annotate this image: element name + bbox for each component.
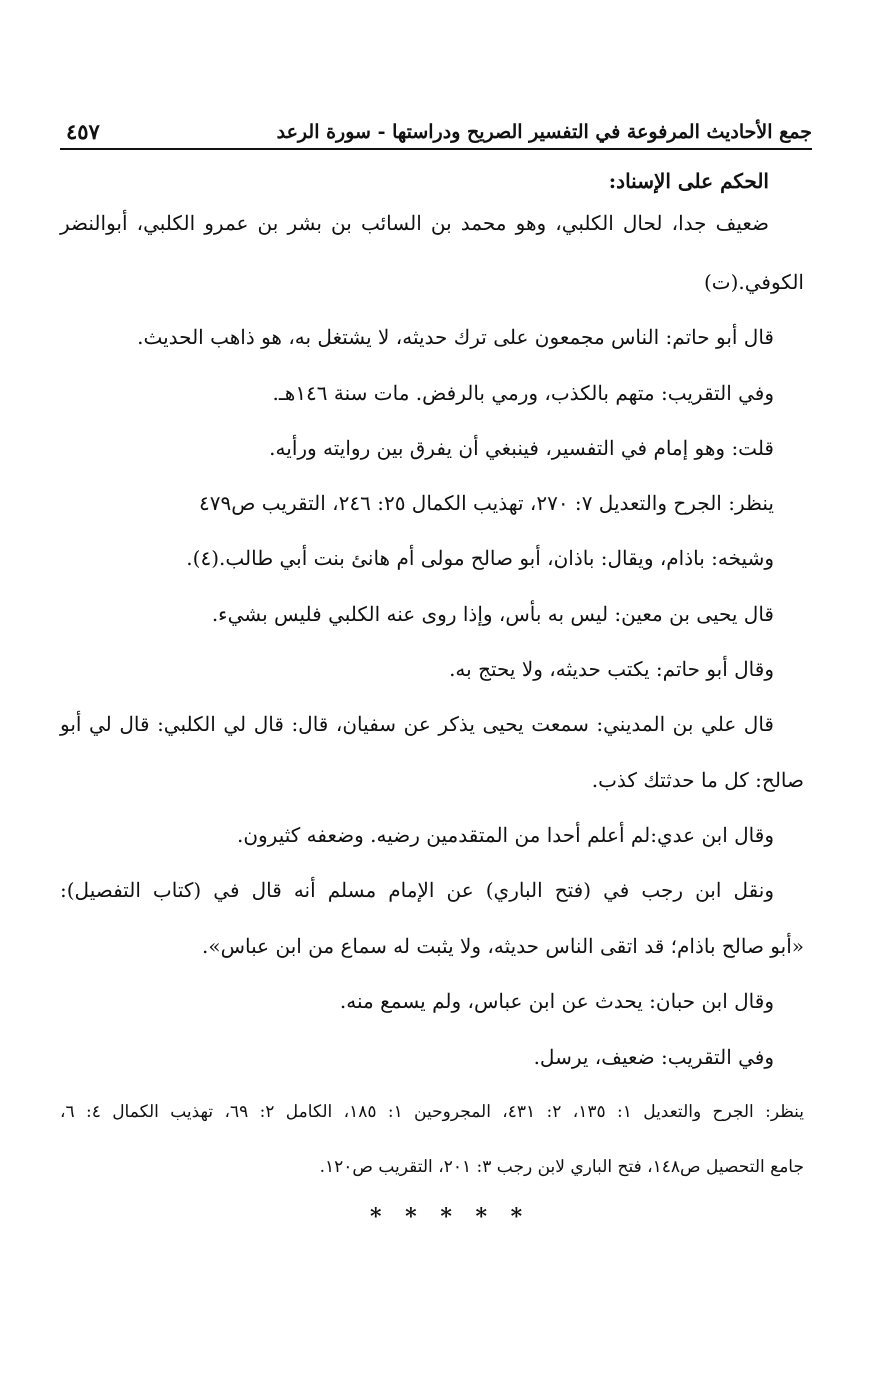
text-line-9: وقال أبو حاتم: يكتب حديثه، ولا يحتج به. xyxy=(449,657,774,681)
text-line-7: وشيخه: باذام، ويقال: باذان، أبو صالح مولى أم هانئ بنت أبي طالب.(٤). xyxy=(186,546,774,570)
text-line-5: قلت: وهو إمام في التفسير، فينبغي أن يفرق بين روايته ورأيه. xyxy=(269,436,774,460)
text-line-10: قال علي بن المديني: سمعت يحيى يذكر عن سفيان، قال: قال لي الكلبي: قال لي أبو xyxy=(60,712,774,736)
book-title: جمع الأحاديث المرفوعة في التفسير الصريح ودراستها - سورة الرعد xyxy=(276,121,812,143)
text-line-14: «أبو صالح باذام؛ قد اتقى الناس حديثه، ولا يثبت له سماع من ابن عباس». xyxy=(202,934,804,958)
text-line-4: وفي التقريب: متهم بالكذب، ورمي بالرفض. مات سنة ١٤٦هـ. xyxy=(272,381,774,405)
text-line-1: ضعيف جدا، لحال الكلبي، وهو محمد بن السائب بن بشر بن عمرو الكلبي، أبوالنضر xyxy=(60,211,769,235)
text-line-12: وقال ابن عدي:لم أعلم أحدا من المتقدمين رضيه. وضعفه كثيرون. xyxy=(236,823,774,847)
running-header xyxy=(60,118,812,150)
text-line-13: ونقل ابن رجب في (فتح الباري) عن الإمام مسلم أنه قال في (كتاب التفصيل): xyxy=(60,878,774,902)
text-line-11: صالح: كل ما حدثتك كذب. xyxy=(591,768,804,792)
text-line-3: قال أبو حاتم: الناس مجمعون على ترك حديثه، لا يشتغل به، هو ذاهب الحديث. xyxy=(137,325,774,349)
text-line-8: قال يحيى بن معين: ليس به بأس، وإذا روى عنه الكلبي فليس بشيء. xyxy=(211,602,774,626)
text-line-15: وقال ابن حبان: يحدث عن ابن عباس، ولم يسمع منه. xyxy=(339,989,774,1013)
page-number: ٤٥٧ xyxy=(66,119,100,144)
text-line-16: وفي التقريب: ضعيف، يرسل. xyxy=(533,1045,774,1069)
text-line-6: ينظر: الجرح والتعديل ٧: ٢٧٠، تهذيب الكمال ٢٥: ٢٤٦، التقريب ص٤٧٩ xyxy=(198,491,774,515)
section-separator: * * * * * xyxy=(370,1204,531,1230)
text-line-2: الكوفي.(ت) xyxy=(703,270,804,294)
footnote-line-2: جامع التحصيل ص١٤٨، فتح الباري لابن رجب ٣: ٢٠١، التقريب ص١٢٠. xyxy=(319,1157,804,1177)
section-heading: الحكم على الإسناد: xyxy=(608,169,769,193)
footnote-line-1: ينظر: الجرح والتعديل ١: ١٣٥، ٢: ٤٣١، المجروحين ١: ١٨٥، الكامل ٢: ٦٩، تهذيب الكمال ٤: ٦، xyxy=(60,1102,805,1122)
